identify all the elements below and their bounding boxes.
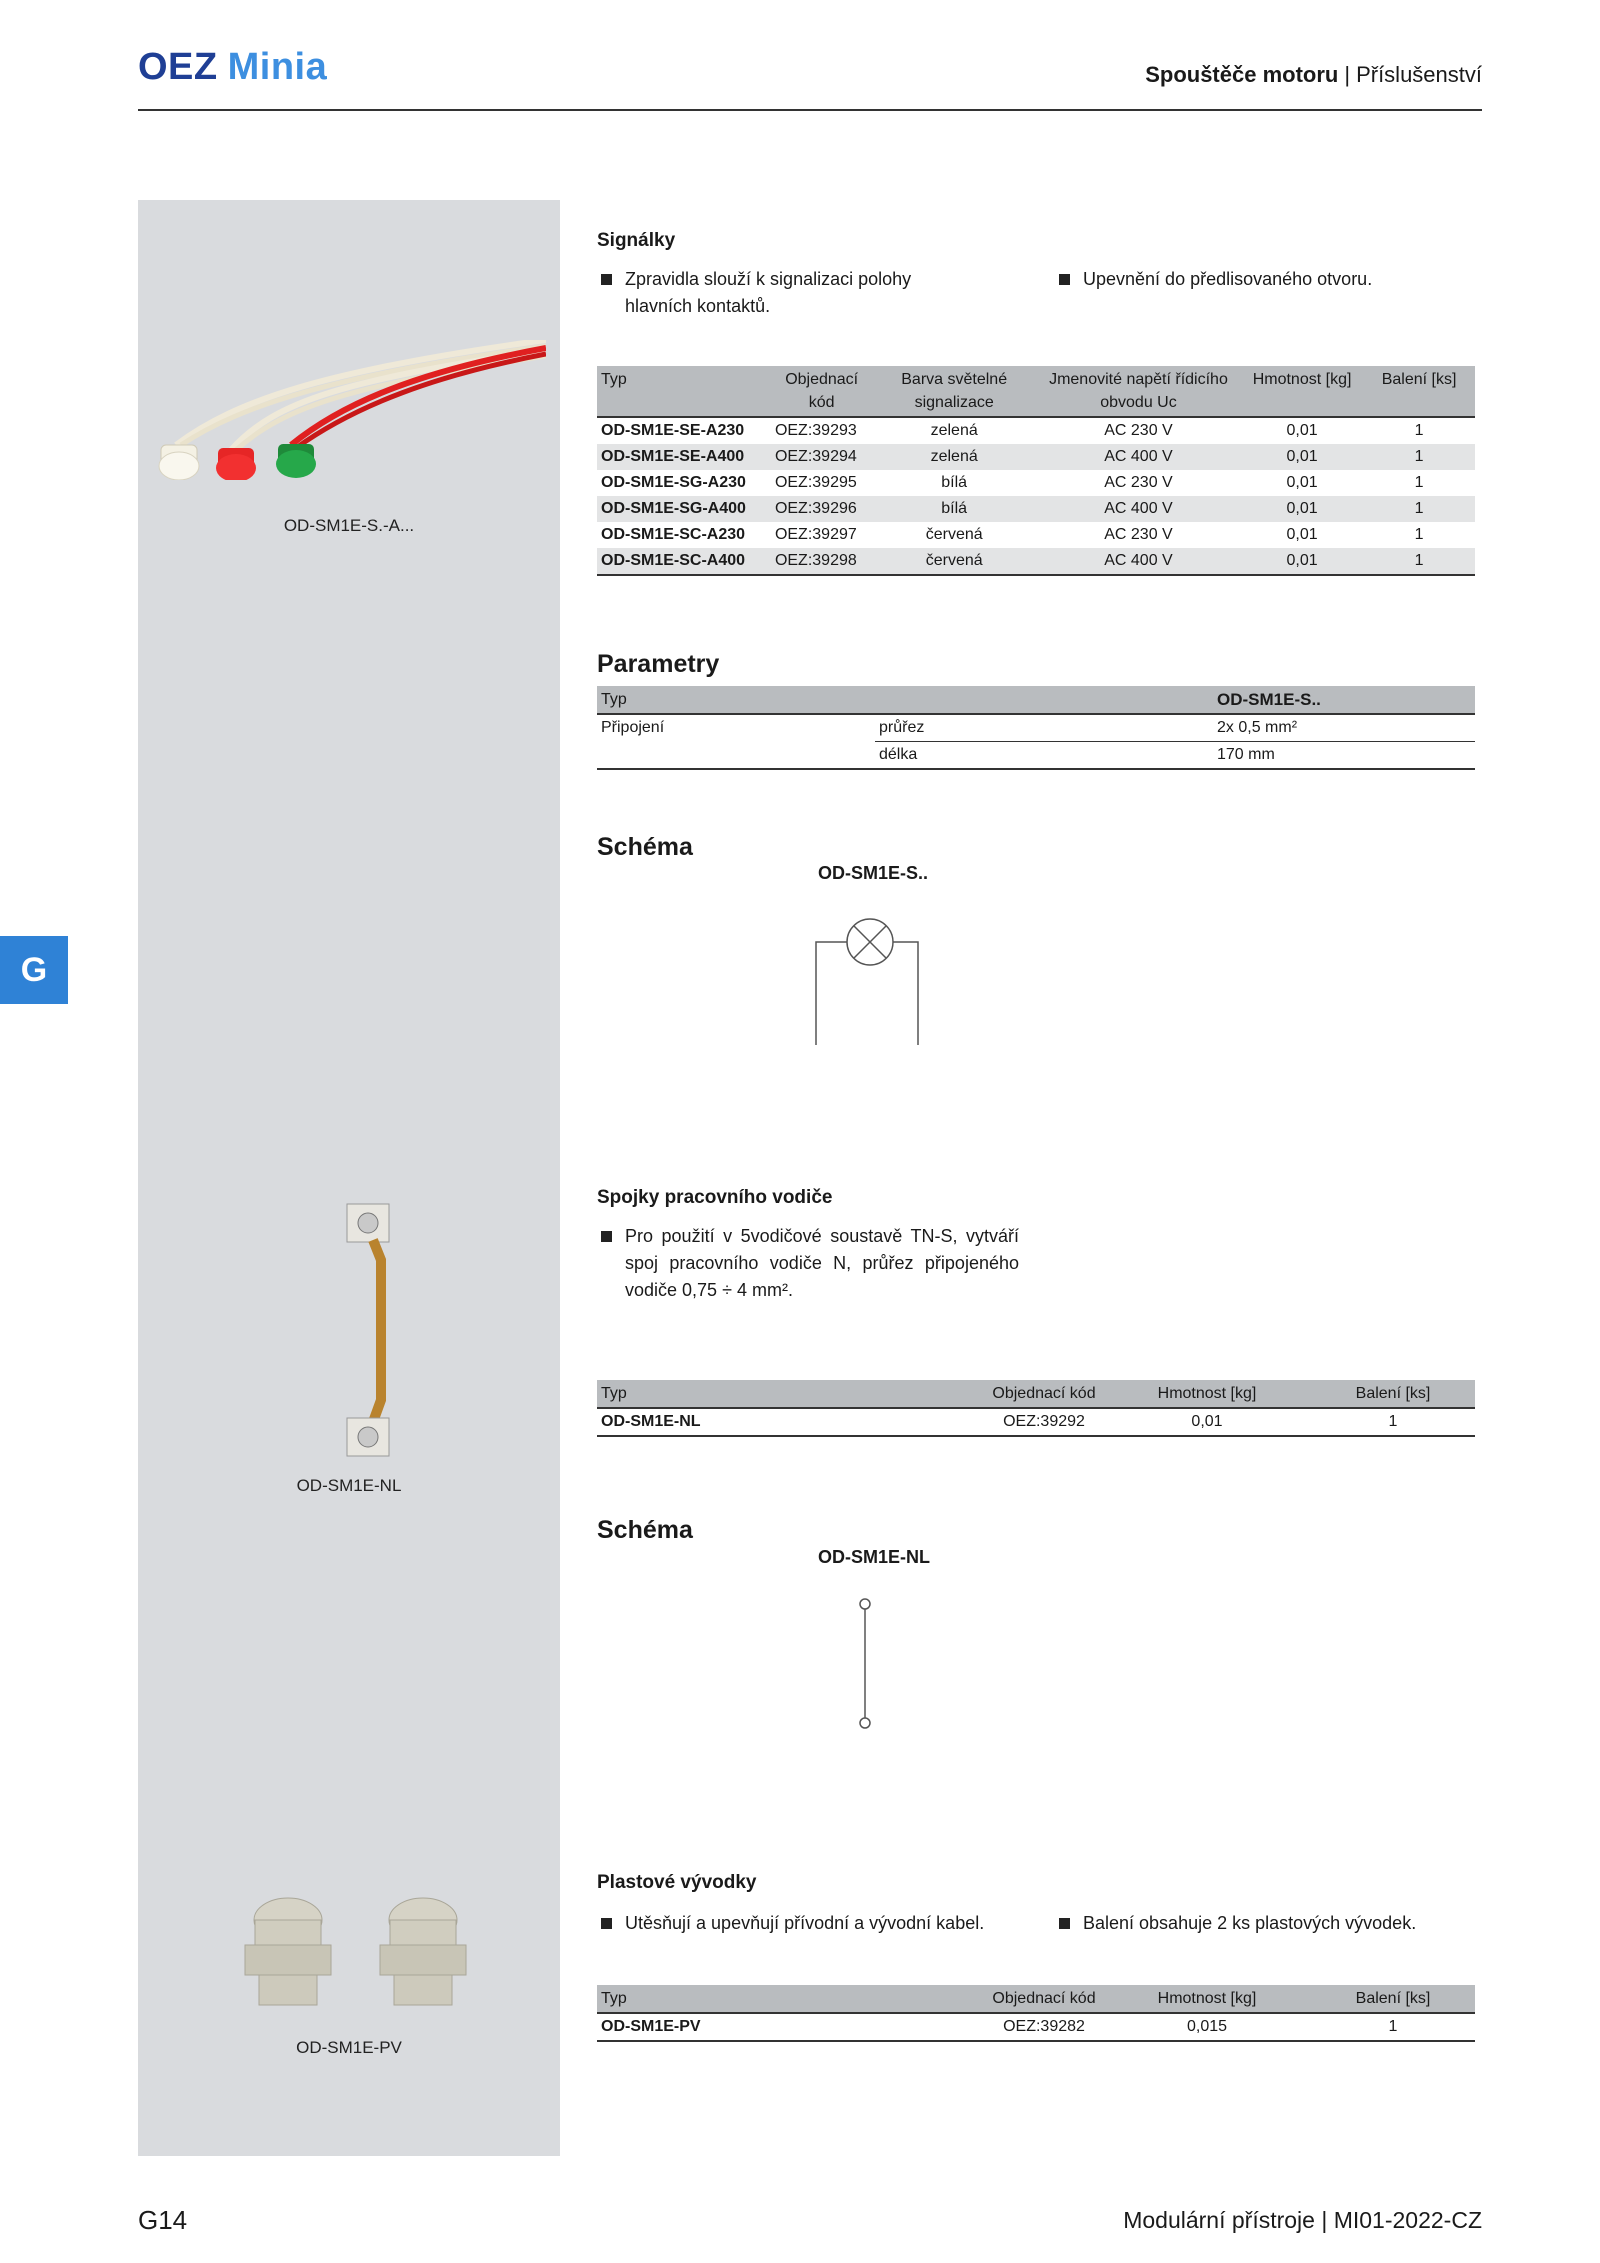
schema-1-title: Schéma — [597, 833, 693, 861]
signal-lamps-title: Signálky — [597, 230, 676, 251]
th-weight: Hmotnost [kg] — [1103, 1985, 1311, 2013]
table-row: délka 170 mm — [597, 742, 1475, 770]
parameters-table — [597, 686, 1475, 770]
cable-glands-image — [233, 1890, 473, 2030]
th-order-code: Objednací kód — [771, 366, 872, 417]
th-pack: Balení [ks] — [1363, 366, 1475, 417]
brand-minia: Minia — [227, 46, 328, 88]
footer-doc-code: MI01-2022-CZ — [1333, 2207, 1482, 2233]
signal-lamps-image — [146, 340, 546, 480]
th-param-typ: Typ — [597, 686, 875, 714]
signal-lamps-bullet-1: Zpravidla slouží k signalizaci polohy hlavních kontaktů. — [601, 266, 981, 320]
th-weight: Hmotnost [kg] — [1103, 1380, 1311, 1408]
footer-doc-title: Modulární přístroje — [1123, 2207, 1315, 2233]
th-order-code: Objednací kód — [985, 1985, 1103, 2013]
bullet-square — [1059, 1918, 1070, 1929]
parameters-title: Parametry — [597, 650, 720, 678]
sidebar-panel — [138, 200, 560, 2156]
header-separator: | — [1344, 62, 1351, 87]
neutral-link-bullet: Pro použití v 5vodičové soustavě TN-S, vytváří spoj pracovního vodiče N, průřez připojeného vodiče 0,75 ÷ 4 mm². — [601, 1223, 1019, 1304]
cable-glands-title: Plastové vývodky — [597, 1872, 757, 1893]
bullet-square — [601, 1918, 612, 1929]
caption-signal-lamps: OD-SM1E-S.-A... — [283, 516, 415, 535]
table-row: OD-SM1E-SE-A400 OEZ:39294 zelená AC 400 V 0,01 1 — [597, 444, 1475, 470]
footer-separator: | — [1321, 2207, 1328, 2233]
bullet-square — [1059, 274, 1070, 285]
th-pack: Balení [ks] — [1311, 1380, 1475, 1408]
cable-glands-bullet-2: Balení obsahuje 2 ks plastových vývodek. — [1059, 1910, 1479, 1937]
bullet-square — [601, 1231, 612, 1242]
table-row: OD-SM1E-SC-A230 OEZ:39297 červená AC 230 V 0,01 1 — [601, 526, 1424, 543]
neutral-link-title: Spojky pracovního vodiče — [597, 1187, 833, 1208]
table-row: OD-SM1E-NL OEZ:39292 0,01 1 — [597, 1408, 1475, 1436]
brand-oez: OEZ — [138, 46, 218, 88]
header-section-title: Spouštěče motoru — [1145, 62, 1339, 87]
lamp-schematic — [810, 910, 930, 1050]
table-row: OD-SM1E-SG-A230 OEZ:39295 bílá AC 230 V 0,01 1 — [601, 474, 1424, 491]
th-order-code: Objednací kód — [985, 1380, 1103, 1408]
neutral-link-table — [597, 1380, 1475, 1437]
caption-neutral-link: OD-SM1E-NL — [296, 1476, 402, 1495]
schema-1-label: OD-SM1E-S.. — [818, 863, 929, 883]
table-row: OD-SM1E-SE-A230 OEZ:39293 zelená AC 230 V 0,01 1 — [601, 422, 1424, 439]
caption-cable-glands: OD-SM1E-PV — [296, 2038, 402, 2057]
signal-lamps-table — [597, 366, 1475, 576]
table-row: Připojení průřez 2x 0,5 mm² — [597, 714, 1475, 742]
bullet-square — [601, 274, 612, 285]
signal-lamps-bullet-2: Upevnění do předlisovaného otvoru. — [1059, 266, 1479, 293]
th-pack: Balení [ks] — [1311, 1985, 1475, 2013]
table-row: OD-SM1E-SG-A400 OEZ:39296 bílá AC 400 V 0,01 1 — [597, 496, 1475, 522]
neutral-link-image — [343, 1200, 403, 1460]
table-row: OD-SM1E-SC-A400 OEZ:39298 červená AC 400 V 0,01 1 — [597, 548, 1475, 575]
header-section-subtitle: Příslušenství — [1356, 62, 1482, 87]
cable-glands-table — [597, 1985, 1475, 2042]
cable-glands-bullet-1: Utěsňují a upevňují přívodní a vývodní kabel. — [601, 1910, 1021, 1937]
page-number: G14 — [138, 2205, 188, 2235]
schema-2-label: OD-SM1E-NL — [818, 1547, 930, 1567]
th-param-model: OD-SM1E-S.. — [1213, 686, 1475, 714]
header-rule — [138, 109, 1482, 111]
th-typ: Typ — [597, 366, 771, 417]
neutral-link-schematic — [850, 1596, 880, 1736]
th-color: Barva světelné signalizace — [872, 366, 1036, 417]
footer-document — [1123, 2207, 1482, 2234]
th-typ: Typ — [597, 1380, 985, 1408]
schema-2-title: Schéma — [597, 1516, 693, 1544]
header-section — [1145, 62, 1482, 88]
th-param-empty — [875, 686, 1213, 714]
brand-logo — [138, 46, 327, 89]
th-voltage: Jmenovité napětí řídicího obvodu Uc — [1036, 366, 1241, 417]
table-row: OD-SM1E-PV OEZ:39282 0,015 1 — [597, 2013, 1475, 2041]
th-weight: Hmotnost [kg] — [1241, 366, 1363, 417]
section-tab-g[interactable]: G — [0, 936, 68, 1004]
th-typ: Typ — [597, 1985, 985, 2013]
